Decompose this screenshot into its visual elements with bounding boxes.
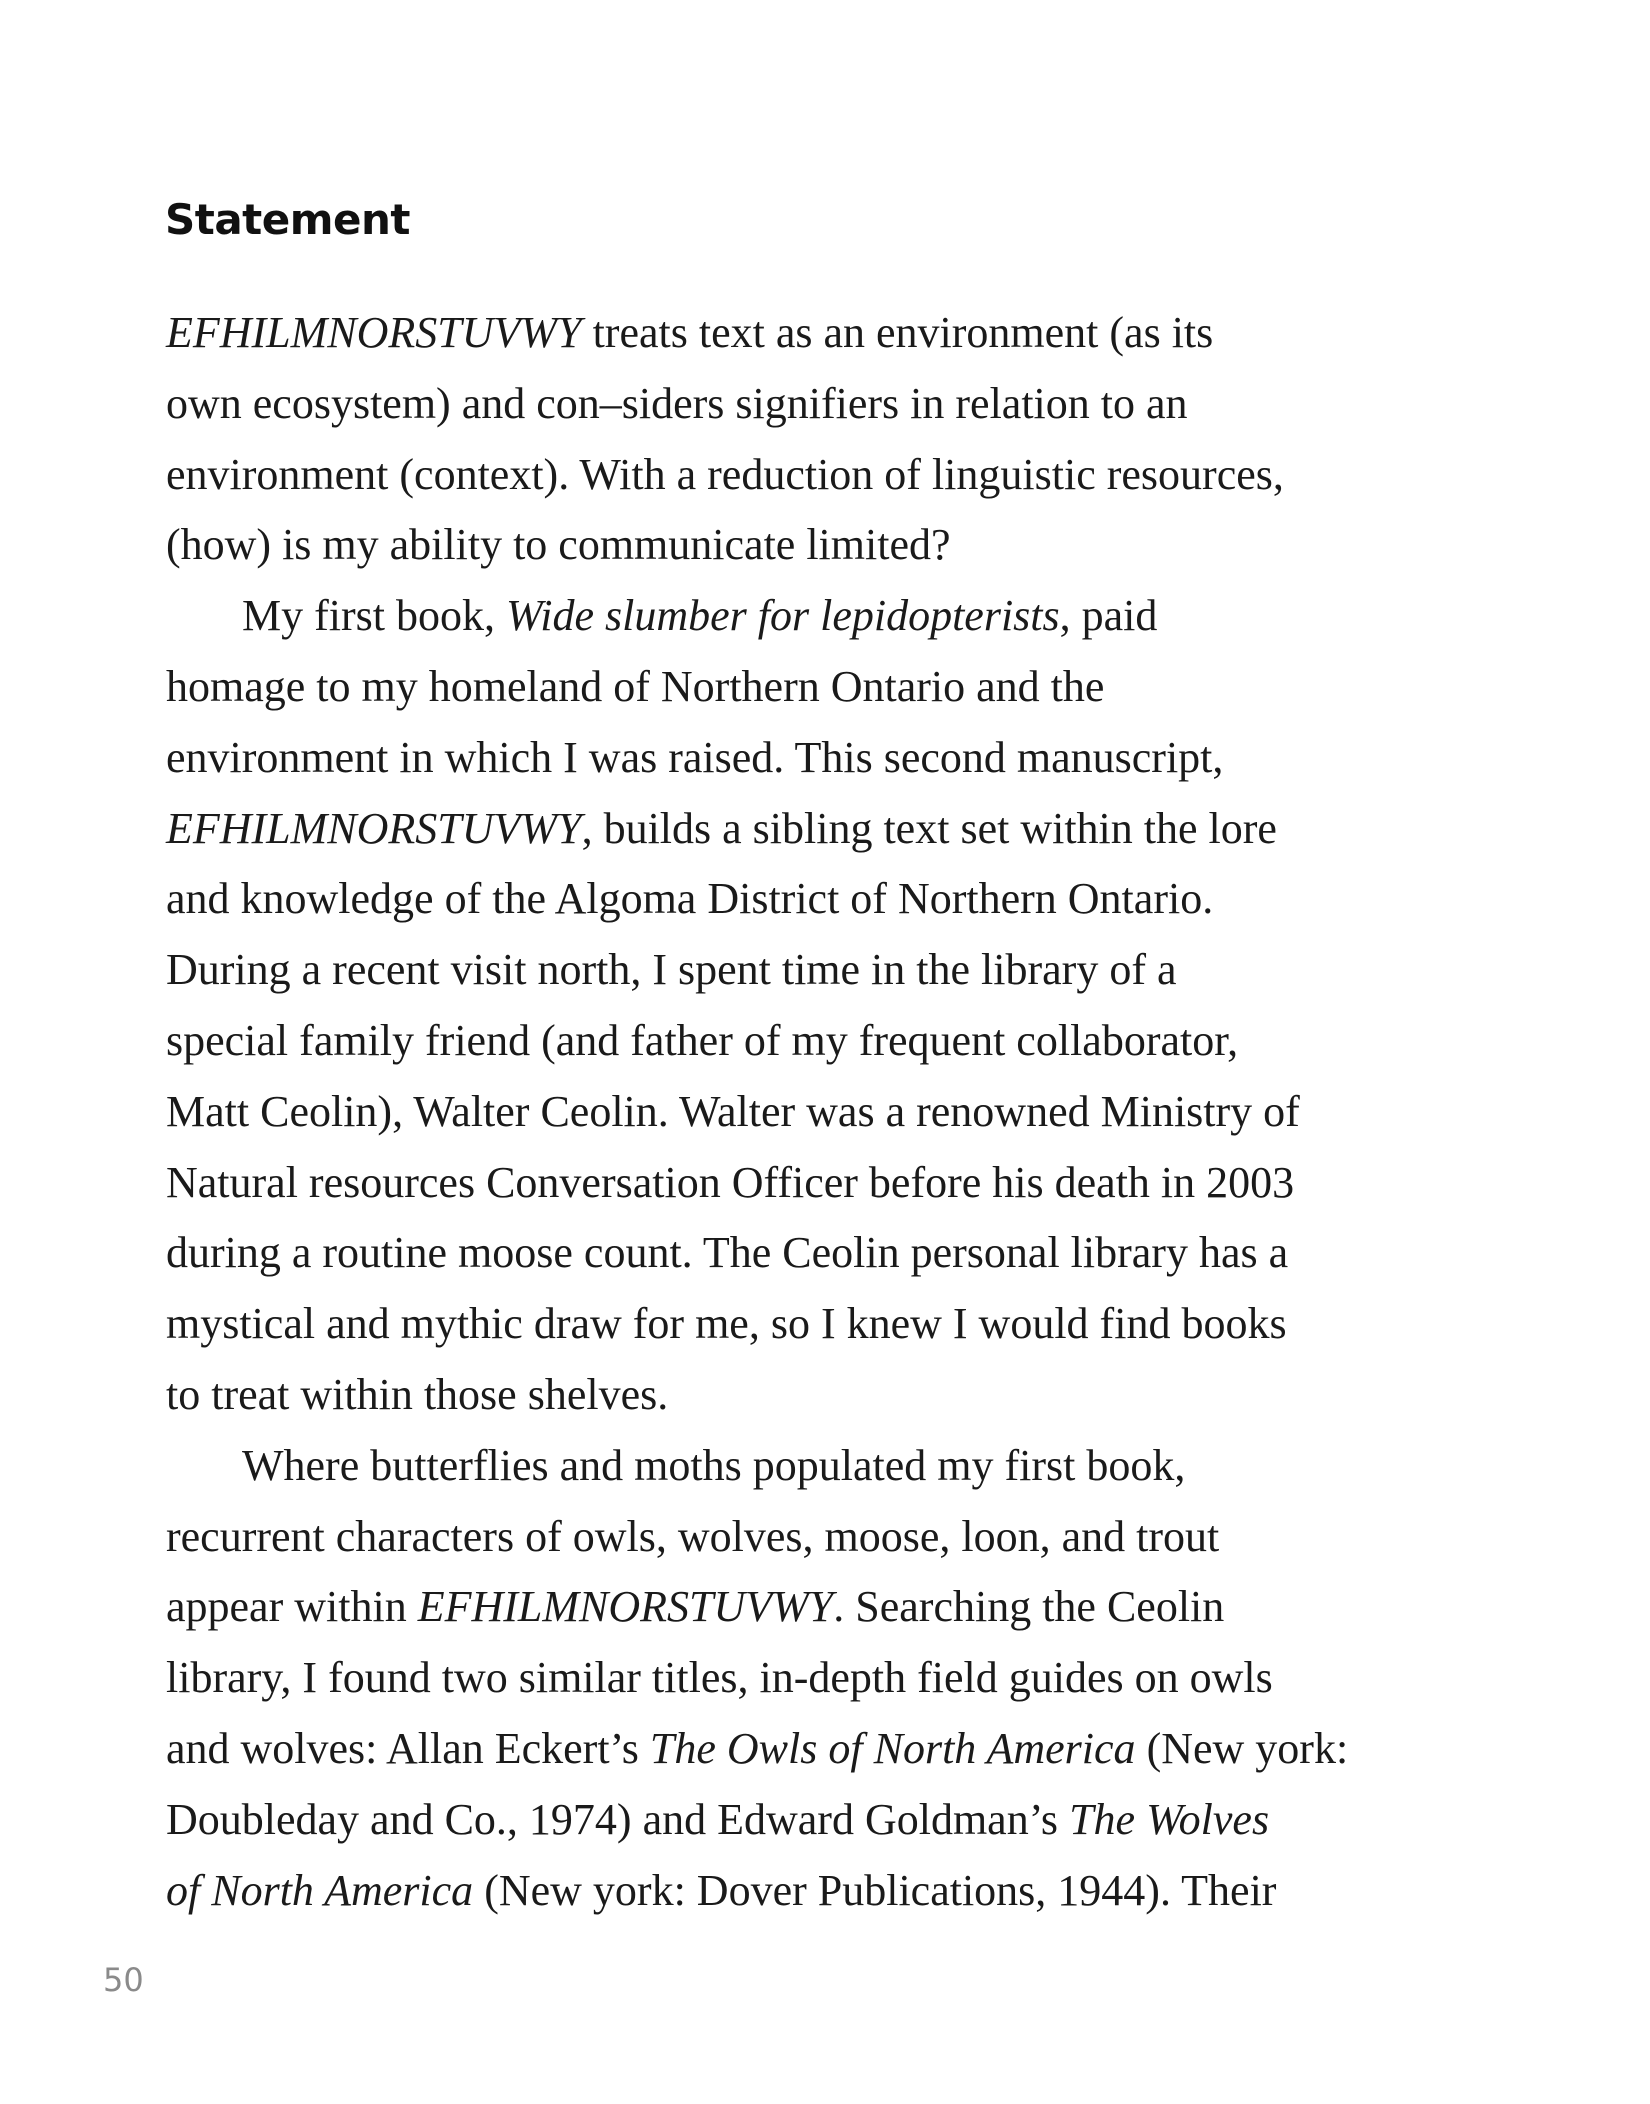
text-line — [166, 1218, 1496, 1289]
text-segment: homage to my homeland of Northern Ontario and the — [166, 661, 1105, 711]
section-heading: Statement — [165, 195, 410, 244]
text-segment: and knowledge of the Algoma District of Northern Ontario. — [166, 874, 1214, 924]
text-segment: , paid — [1059, 591, 1158, 641]
text-segment: library, I found two similar titles, in-depth field guides on owls — [166, 1653, 1273, 1703]
text-segment: special family friend (and father of my frequent collaborator, — [166, 1015, 1239, 1065]
text-line — [166, 1643, 1496, 1714]
text-line — [166, 1856, 1496, 1927]
text-line — [166, 440, 1496, 511]
text-line — [166, 864, 1496, 935]
text-segment: to treat within those shelves. — [166, 1369, 669, 1419]
text-line — [166, 935, 1496, 1006]
text-segment: environment (context). With a reduction of linguistic resources, — [166, 449, 1284, 499]
body-text — [166, 298, 1496, 1926]
text-line — [166, 1572, 1496, 1643]
text-line — [166, 1502, 1496, 1573]
italic-title-text: EFHILMNORSTUVWY — [166, 308, 582, 357]
text-line — [166, 1006, 1496, 1077]
text-line — [166, 1289, 1496, 1360]
page-number: 50 — [103, 1961, 144, 1999]
text-line — [166, 1360, 1496, 1431]
text-segment: (New york: — [1135, 1723, 1349, 1773]
italic-title-text: The Owls of North America — [649, 1723, 1136, 1773]
text-line — [166, 298, 1496, 369]
text-segment: During a recent visit north, I spent time in the library of a — [166, 945, 1177, 995]
text-segment: Natural resources Conversation Officer before his death in 2003 — [166, 1157, 1295, 1207]
text-segment: own ecosystem) and con–siders signifiers in relation to an — [166, 378, 1188, 428]
text-segment: . Searching the Ceolin — [833, 1582, 1225, 1632]
text-segment: mystical and mythic draw for me, so I knew I would find books — [166, 1299, 1287, 1349]
text-segment: (how) is my ability to communicate limited? — [166, 520, 951, 570]
italic-title-text: The Wolves — [1069, 1794, 1270, 1844]
paragraph — [166, 298, 1496, 581]
text-segment: and wolves: Allan Eckert’s — [166, 1723, 650, 1773]
text-segment: , builds a sibling text set within the lore — [581, 803, 1277, 853]
text-line — [166, 510, 1496, 581]
text-line — [166, 1431, 1496, 1502]
paragraph — [166, 1431, 1496, 1927]
text-segment: environment in which I was raised. This second manuscript, — [166, 732, 1224, 782]
text-line — [166, 1077, 1496, 1148]
text-segment: during a routine moose count. The Ceolin personal library has a — [166, 1228, 1289, 1278]
text-line — [166, 794, 1496, 865]
text-line — [166, 652, 1496, 723]
italic-title-text: Wide slumber for lepidopterists — [506, 591, 1060, 641]
text-segment: (New york: Dover Publications, 1944). Their — [473, 1865, 1277, 1915]
text-segment: treats text as an environment (as its — [581, 308, 1214, 357]
text-line — [166, 369, 1496, 440]
italic-title-text: EFHILMNORSTUVWY — [166, 803, 582, 853]
text-line — [166, 581, 1496, 652]
text-segment: Matt Ceolin), Walter Ceolin. Walter was a renowned Ministry of — [166, 1086, 1300, 1136]
text-segment: recurrent characters of owls, wolves, moose, loon, and trout — [166, 1511, 1220, 1561]
paragraph — [166, 581, 1496, 1431]
italic-title-text: EFHILMNORSTUVWY — [417, 1582, 834, 1632]
italic-title-text: of North America — [166, 1865, 474, 1915]
text-line — [166, 723, 1496, 794]
text-line — [166, 1785, 1496, 1856]
text-line — [166, 1714, 1496, 1785]
text-segment: Where butterflies and moths populated my first book, — [242, 1440, 1186, 1490]
text-segment: Doubleday and Co., 1974) and Edward Goldman’s — [166, 1794, 1070, 1844]
text-line — [166, 1148, 1496, 1219]
text-segment: appear within — [166, 1582, 418, 1632]
text-segment: My first book, — [242, 591, 506, 641]
